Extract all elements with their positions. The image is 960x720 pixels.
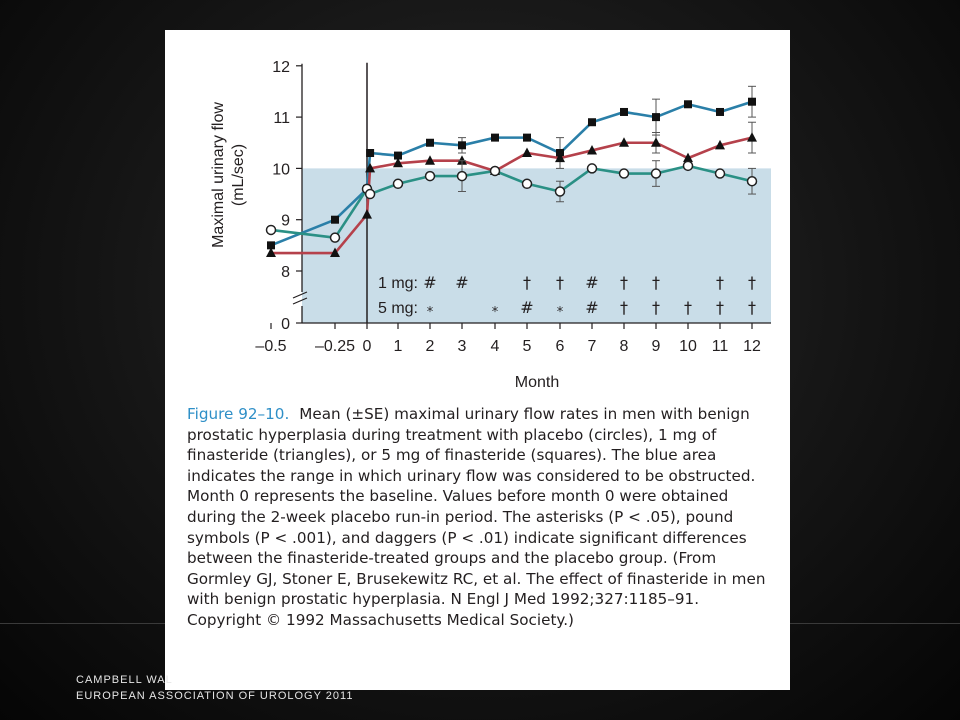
data-point-circle: [267, 225, 276, 234]
x-tick-label: 7: [587, 338, 597, 355]
data-point-square: [491, 134, 499, 142]
data-point-circle: [458, 172, 467, 181]
data-point-triangle: [747, 132, 757, 142]
significance-mark: *: [426, 305, 434, 320]
data-point-circle: [620, 169, 629, 178]
x-tick-label: 10: [679, 338, 697, 355]
flow-rate-chart: [165, 30, 790, 400]
data-point-square: [588, 118, 596, 126]
data-point-square: [426, 139, 434, 147]
x-axis-label: Month: [514, 374, 560, 391]
y-tick-label: 8: [281, 264, 290, 281]
significance-mark: †: [748, 298, 756, 317]
significance-mark: #: [585, 273, 599, 292]
x-tick-label: 6: [555, 338, 565, 355]
data-point-circle: [652, 169, 661, 178]
data-point-square: [716, 108, 724, 116]
data-point-circle: [748, 177, 757, 186]
x-tick-label: 12: [743, 338, 761, 355]
data-point-square: [620, 108, 628, 116]
figure-label: Figure 92–10.: [187, 405, 290, 423]
significance-mark: #: [585, 298, 599, 317]
x-tick-label: 3: [457, 338, 467, 355]
data-point-circle: [331, 233, 340, 242]
data-point-circle: [523, 179, 532, 188]
significance-mark: #: [520, 298, 534, 317]
significance-mark: †: [684, 298, 692, 317]
data-point-circle: [716, 169, 725, 178]
significance-mark: †: [716, 298, 724, 317]
data-point-square: [684, 100, 692, 108]
significance-mark: †: [556, 273, 564, 292]
significance-mark: #: [455, 273, 469, 292]
y-tick-label: 12: [272, 58, 290, 76]
y-tick-label: 9: [281, 212, 290, 230]
x-tick-label: 0: [362, 338, 372, 355]
significance-mark: #: [423, 273, 437, 292]
significance-row-label: 1 mg:: [377, 275, 418, 292]
data-point-square: [366, 149, 374, 157]
significance-mark: †: [620, 298, 628, 317]
data-point-square: [458, 141, 466, 149]
x-tick-label: 5: [522, 338, 532, 355]
figure-caption: [187, 404, 777, 631]
significance-row-label: 5 mg:: [377, 300, 418, 317]
x-tick-label: 2: [425, 338, 435, 355]
x-tick-label: 11: [711, 338, 729, 355]
data-point-square: [748, 98, 756, 106]
data-point-circle: [366, 190, 375, 199]
footer-source-line-1: CAMPBELL WAL: [76, 674, 173, 686]
significance-mark: †: [652, 273, 660, 292]
x-tick-label: 9: [651, 338, 661, 355]
footer-source-line-2: EUROPEAN ASSOCIATION OF UROLOGY 2011: [76, 690, 354, 702]
data-point-circle: [684, 161, 693, 170]
data-point-circle: [588, 164, 597, 173]
y-axis-label-units: (mL/sec): [230, 143, 247, 207]
significance-mark: †: [620, 273, 628, 292]
data-point-circle: [426, 172, 435, 181]
significance-mark: †: [523, 273, 531, 292]
significance-mark: †: [716, 273, 724, 292]
y-tick-label: 10: [272, 161, 290, 179]
figure-caption-text: Mean (±SE) maximal urinary flow rates in men with benign prostatic hyperplasia during treatment with placebo (circles), 1 mg of finasteride (triangles), or 5 mg of finasteride (squares). The blue area indicates the range in which urinary flow was considered to be obstructed. Month 0 represents the baseline. Values before month 0 were obtained during the 2-week placebo run-in period. The asterisks (P < .05), pound symbols (P < .001), and daggers (P < .01) indicate significant differences between the finasteride-treated groups and the placebo group. (From Gormley GJ, Stoner E, Brusekewitz RC, et al. The effect of finasteride in men with benign prostatic hyperplasia. N Engl J Med 1992;327:1185–91. Copyright © 1992 Massachusetts Medical Society.): [187, 405, 766, 629]
y-axis-label: Maximal urinary flow: [210, 102, 227, 248]
figure-panel: [165, 30, 790, 690]
significance-mark: †: [748, 273, 756, 292]
data-point-circle: [556, 187, 565, 196]
x-tick-label: 1: [393, 338, 403, 355]
y-tick-label: 11: [273, 110, 290, 128]
significance-mark: *: [556, 305, 564, 320]
x-tick-label: 8: [619, 338, 629, 355]
significance-mark: †: [652, 298, 660, 317]
x-tick-label: 4: [490, 338, 500, 355]
x-tick-label: –0.5: [255, 338, 287, 355]
data-point-circle: [394, 179, 403, 188]
data-point-square: [331, 216, 339, 224]
x-tick-label: –0.25: [314, 338, 356, 355]
y-tick-label: 0: [281, 316, 290, 333]
data-point-square: [523, 134, 531, 142]
data-point-square: [652, 113, 660, 121]
data-point-circle: [491, 166, 500, 175]
significance-mark: *: [491, 305, 499, 320]
